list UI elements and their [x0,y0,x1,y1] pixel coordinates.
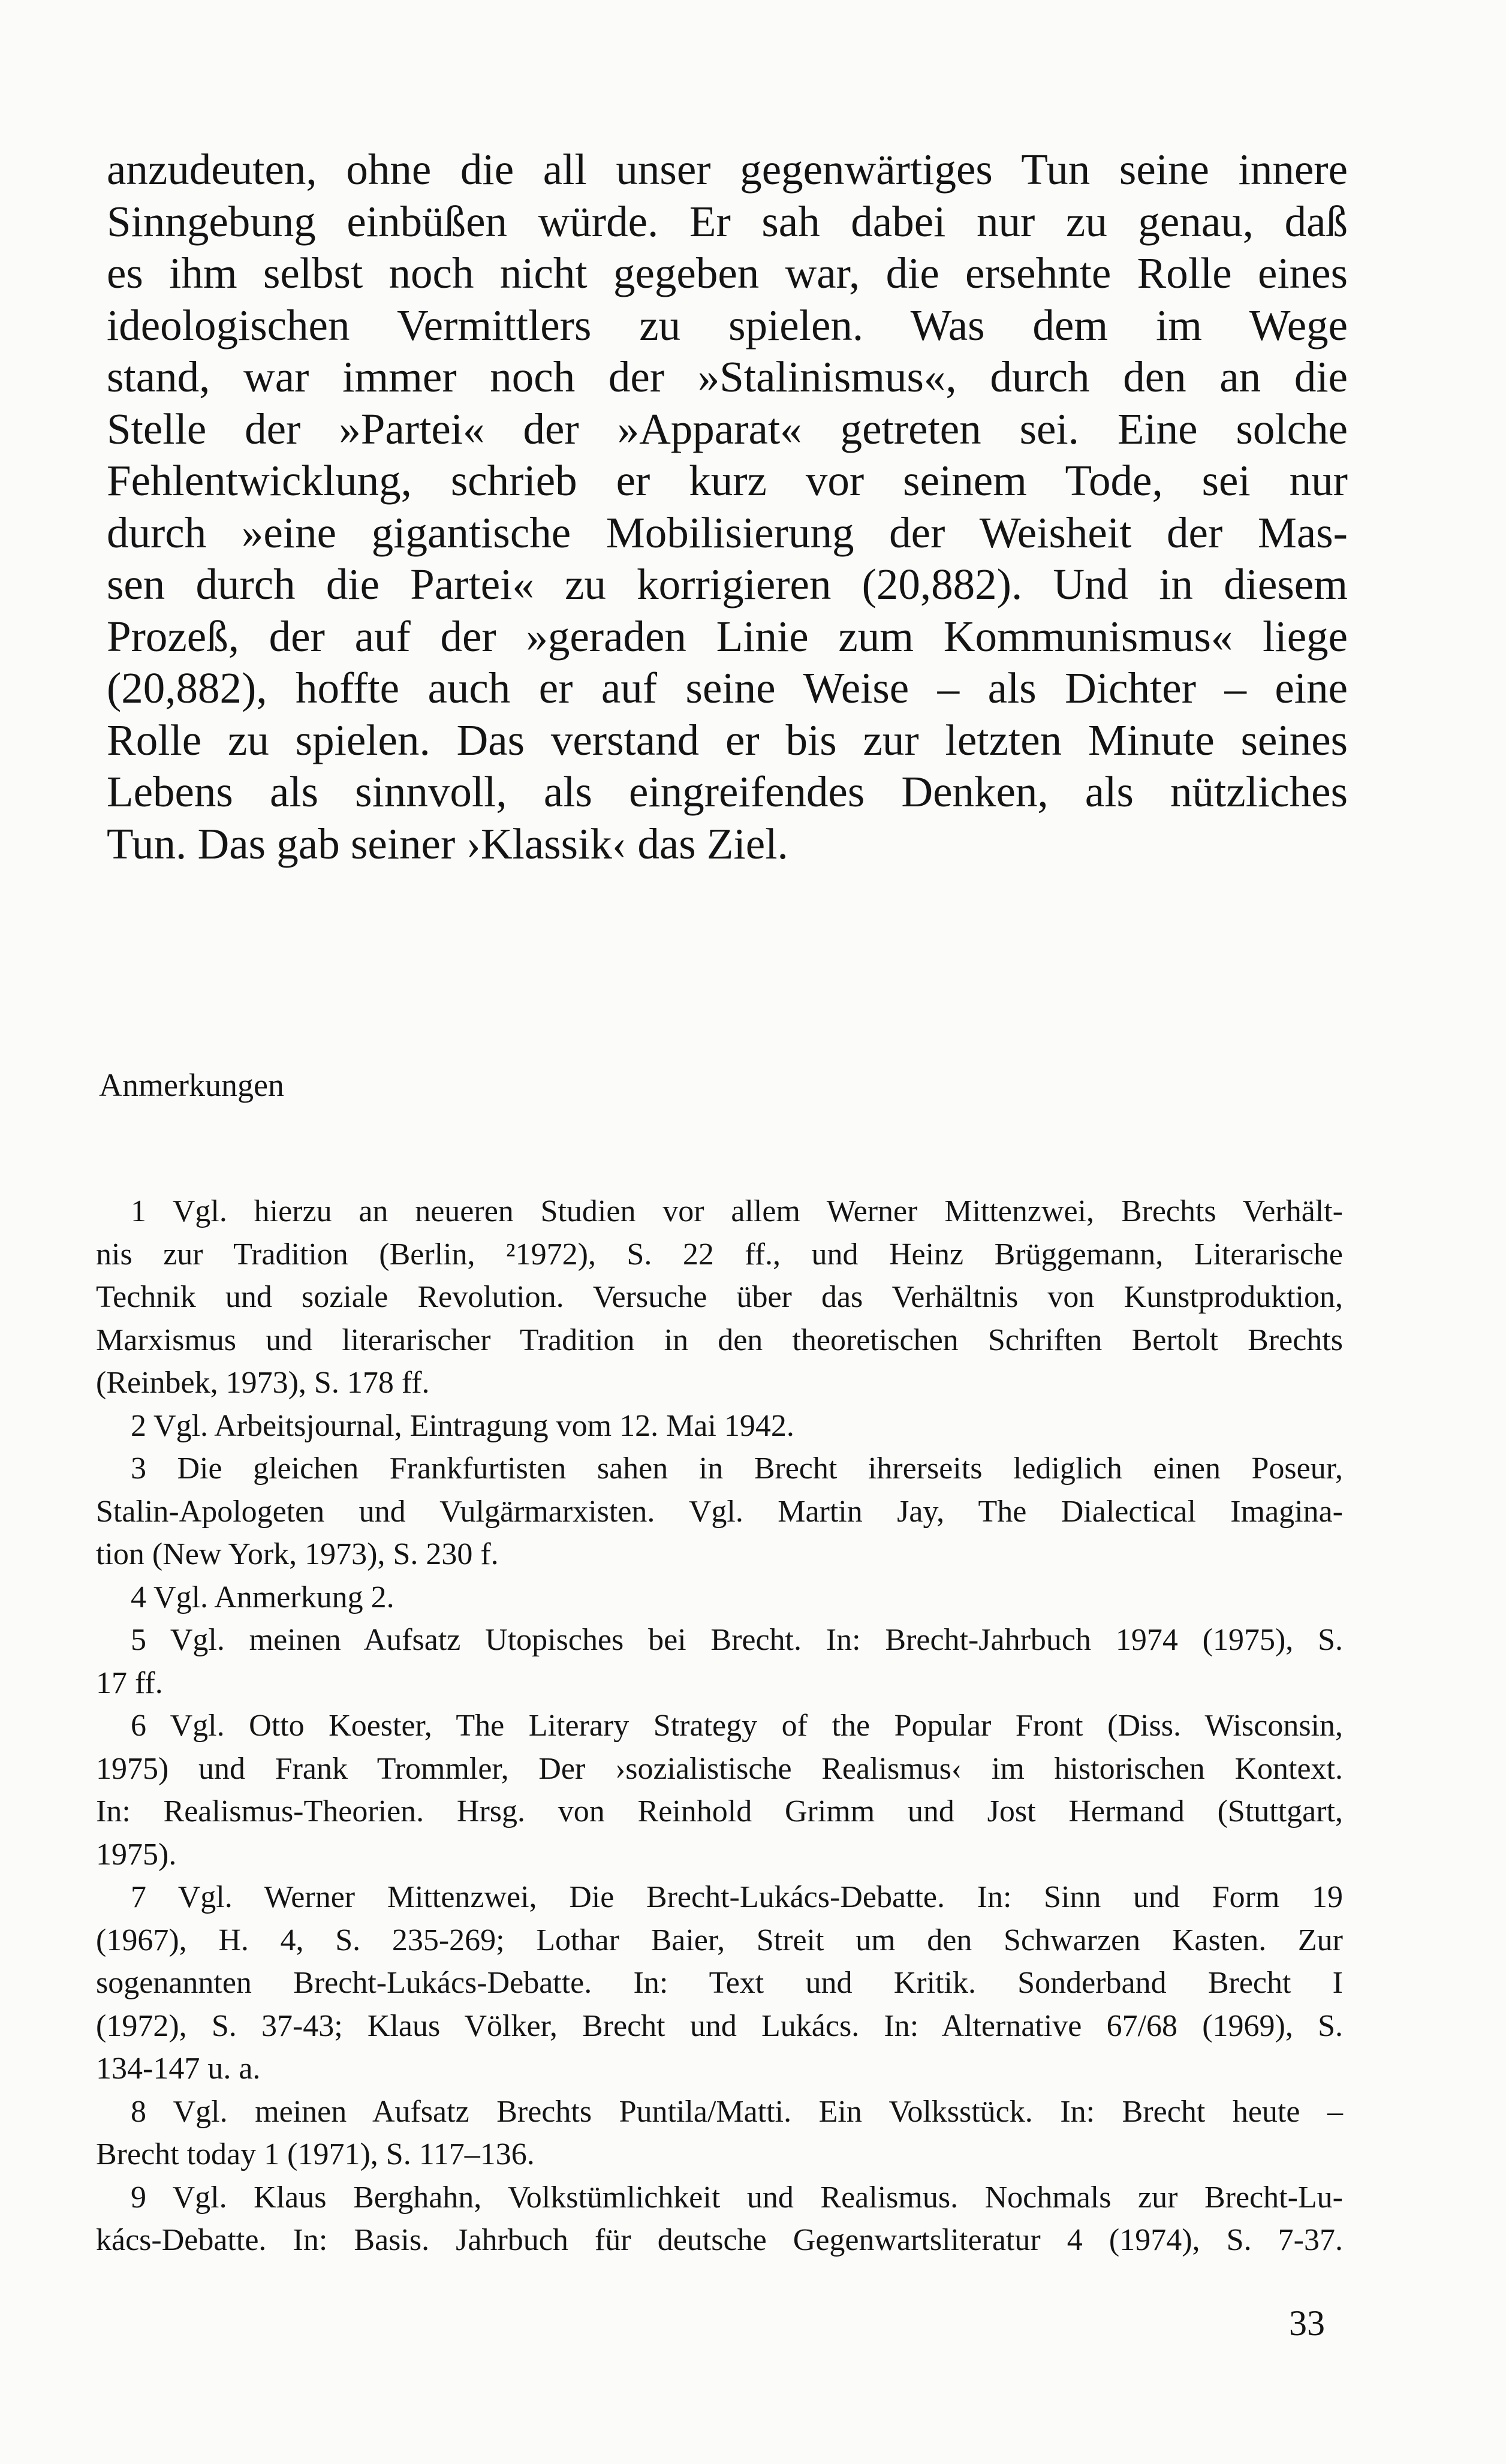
page-number: 33 [1289,2303,1325,2343]
footnote-line: Brecht today 1 (1971), S. 117–136. [96,2137,535,2171]
footnote-line: 4 Vgl. Anmerkung 2. [131,1580,394,1614]
footnote-line: sogenannten Brecht-Lukács-Debatte. In: Text und Kritik. Sonderband Brecht I [96,1966,1343,2000]
text-line: Tun. Das gab seiner ›Klassik‹ das Ziel. [107,819,788,868]
footnote-line: 7 Vgl. Werner Mittenzwei, Die Brecht-Lukács-Debatte. In: Sinn und Form 19 [131,1880,1343,1914]
footnote-line: (Reinbek, 1973), S. 178 ff. [96,1366,430,1400]
text-line: (20,882), hoffte auch er auf seine Weise – als Dichter – eine [107,664,1348,712]
text-line: Stelle der »Partei« der »Apparat« getreten sei. Eine solche [107,404,1348,453]
text-line: Fehlentwicklung, schrieb er kurz vor seinem Tode, sei nur [107,456,1348,505]
footnote-line: tion (New York, 1973), S. 230 f. [96,1537,499,1571]
text-line: Sinngebung einbüßen würde. Er sah dabei nur zu genau, daß [107,197,1348,246]
footnote-line: 5 Vgl. meinen Aufsatz Utopisches bei Brecht. In: Brecht-Jahrbuch 1974 (1975), S. [131,1623,1343,1657]
footnote-line: Stalin-Apologeten und Vulgärmarxisten. Vgl. Martin Jay, The Dialectical Imagina- [96,1494,1343,1529]
footnote-line: In: Realismus-Theorien. Hrsg. von Reinhold Grimm und Jost Hermand (Stuttgart, [96,1794,1343,1829]
footnote-line: (1967), H. 4, S. 235-269; Lothar Baier, Streit um den Schwarzen Kasten. Zur [96,1923,1343,1957]
footnote-line: nis zur Tradition (Berlin, ²1972), S. 22 ff., und Heinz Brüggemann, Literarische [96,1237,1343,1272]
footnote-line: 1 Vgl. hierzu an neueren Studien vor allem Werner Mittenzwei, Brechts Verhält- [131,1194,1343,1228]
footnote-line: 2 Vgl. Arbeitsjournal, Eintragung vom 12. Mai 1942. [131,1408,794,1443]
footnote-line: 3 Die gleichen Frankfurtisten sahen in Brecht ihrerseits lediglich einen Poseur, [131,1451,1343,1486]
footnote-line: 1975) und Frank Trommler, Der ›sozialistische Realismus‹ im historischen Kontext. [96,1751,1343,1786]
text-line: anzudeuten, ohne die all unser gegenwärtiges Tun seine innere [107,145,1348,194]
footnote-line: 1975). [96,1837,177,1872]
footnote-line: 6 Vgl. Otto Koester, The Literary Strategy of the Popular Front (Diss. Wisconsin, [131,1709,1343,1743]
text-line: stand, war immer noch der »Stalinismus«, durch den an die [107,353,1348,401]
footnote-line: 9 Vgl. Klaus Berghahn, Volkstümlichkeit und Realismus. Nochmals zur Brecht-Lu- [131,2180,1343,2215]
text-line: es ihm selbst noch nicht gegeben war, die ersehnte Rolle eines [107,249,1348,297]
footnote-line: 134-147 u. a. [96,2052,261,2086]
text-line: durch »eine gigantische Mobilisierung der Weisheit der Mas- [107,508,1348,557]
main-text [107,144,1348,870]
text-line: Rolle zu spielen. Das verstand er bis zur letzten Minute seines [107,715,1348,764]
footnotes [96,1190,1343,2262]
notes-heading: Anmerkungen [99,1067,284,1103]
footnote-line: 17 ff. [96,1665,163,1700]
text-line: ideologischen Vermittlers zu spielen. Was dem im Wege [107,300,1348,350]
text-line: Lebens als sinnvoll, als eingreifendes Denken, als nützliches [107,767,1348,816]
text-line: sen durch die Partei« zu korrigieren (20,882). Und in diesem [107,560,1348,609]
footnote-line: 8 Vgl. meinen Aufsatz Brechts Puntila/Matti. Ein Volksstück. In: Brecht heute – [131,2094,1343,2129]
footnote-line: Technik und soziale Revolution. Versuche über das Verhältnis von Kunstproduktion, [96,1280,1343,1314]
text-line: Prozeß, der auf der »geraden Linie zum Kommunismus« liege [107,612,1348,661]
footnote-line: (1972), S. 37-43; Klaus Völker, Brecht und Lukács. In: Alternative 67/68 (1969), S. [96,2008,1343,2043]
footnote-line: kács-Debatte. In: Basis. Jahrbuch für deutsche Gegenwartsliteratur 4 (1974), S. 7-37. [96,2223,1343,2257]
footnote-line: Marxismus und literarischer Tradition in den theoretischen Schriften Bertolt Brechts [96,1323,1343,1357]
